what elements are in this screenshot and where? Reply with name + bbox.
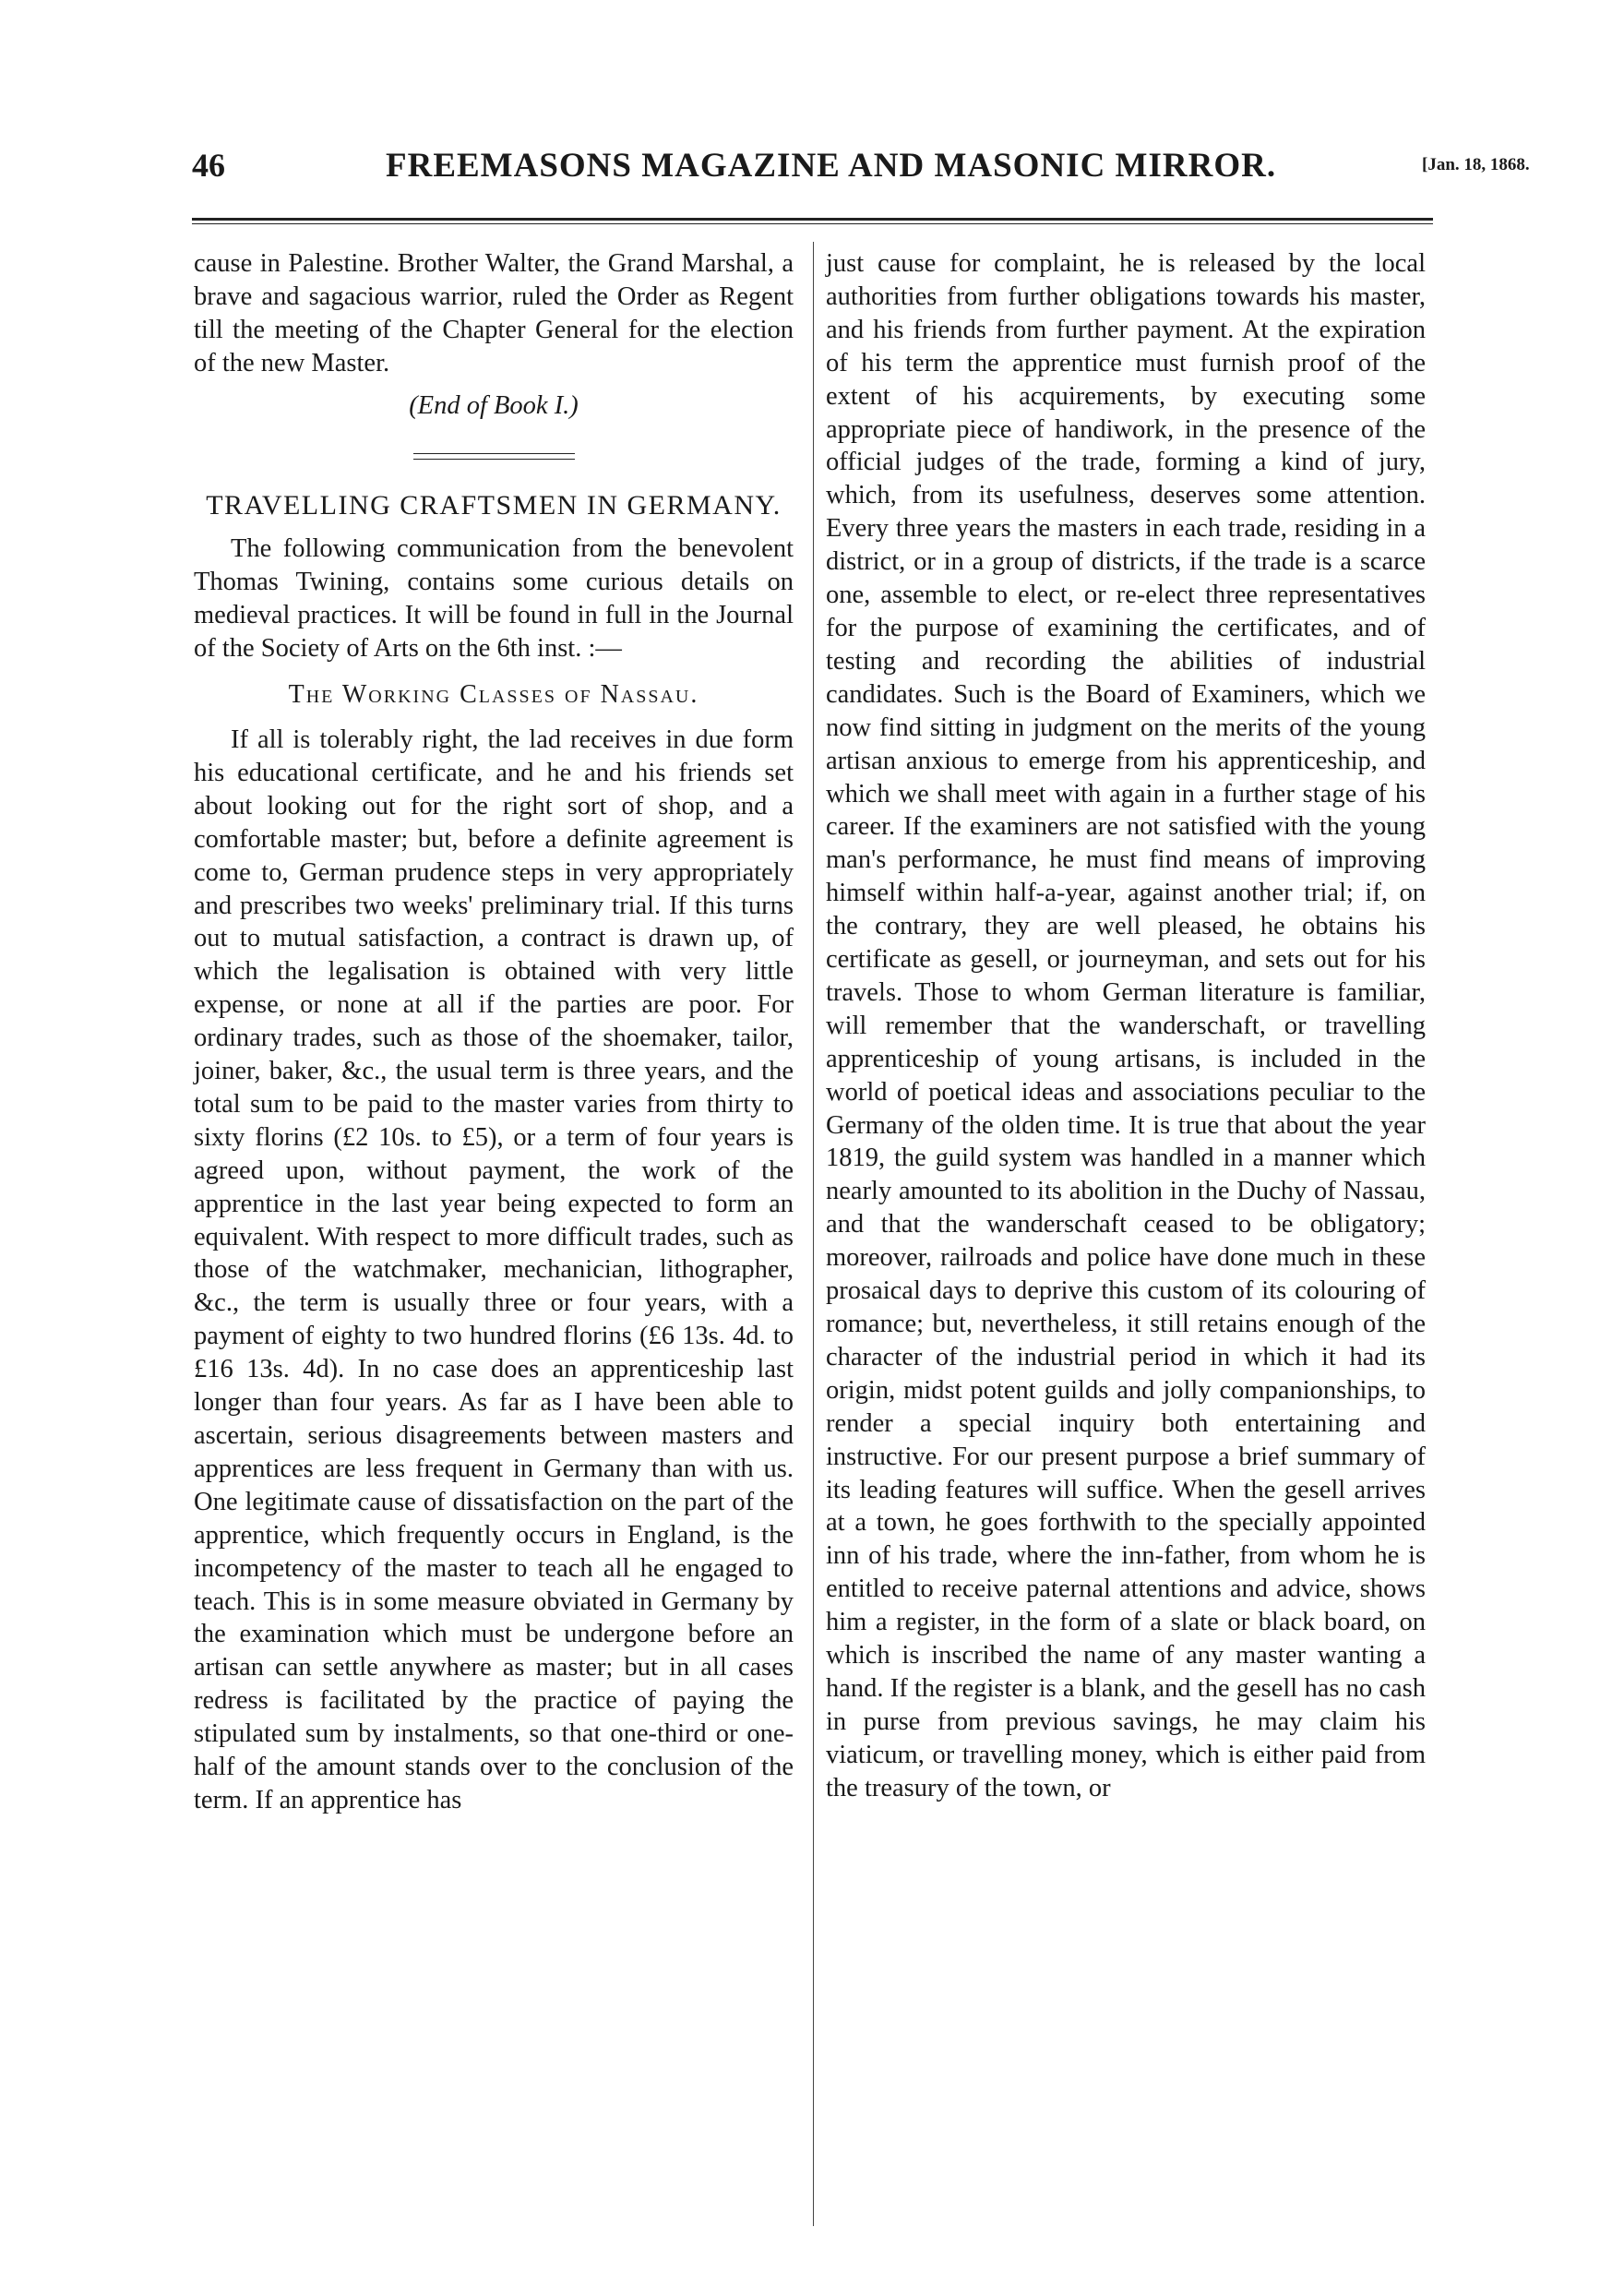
issue-date: [Jan. 18, 1868.: [1422, 155, 1530, 174]
end-of-book-note: (End of Book I.): [409, 390, 579, 420]
article-subheading: The Working Classes of Nassau.: [288, 680, 699, 710]
body-paragraph-continued: just cause for complaint, he is released by the local authorities from further obligations towards his master, and his friends from further payment. At the expiration of his term the apprentice must furnish proof of the extent of his acquirements, by executing some appropriate piece of handiwork, in the presence of the official judges of the trade, forming a kind of jury, which, from its usefulness, deserves some attention. Every three years the masters in each trade, residing in a district, or in a group of districts, if the trade is a scarce one, assemble to elect, or re-elect three representatives for the purpose of examining the certificates, and of testing and recording the abilities of industrial candidates. Such is the Board of Examiners, which we now find sitting in judgment on the merits of the young artisan anxious to emerge from his apprenticeship, and which we shall meet with again in a further stage of his career. If the examiners are not satisfied with the young man's performance, he must find means of improving himself within half-a-year, against another trial; if, on the contrary, they are well pleased, he obtains his certificate as gesell, or journeyman, and sets out for his travels. Those to whom German literature is familiar, will remember that the wanderschaft, or travelling apprenticeship of young artisans, is included in the world of poetical ideas and associations peculiar to the Germany of the olden time. It is true that about the year 1819, the guild system was handled in a manner which nearly amounted to its abolition in the Duchy of Nassau, and that the wanderschaft ceased to be obligatory; moreover, railroads and police have done much in these prosaical days to deprive this custom of its colouring of romance; but, nevertheless, it still retains enough of the character of the industrial period in which it had its origin, midst potent guilds and jolly companionships, to render a special inquiry both entertaining and instructive. For our present purpose a brief summary of its leading features will suffice. When the gesell arrives at a town, he goes forthwith to the specially appointed inn of his trade, where the inn-father, from whom he is entitled to receive paternal attentions and advice, shows him a register, in the form of a slate or black board, on which is inscribed the name of any master wanting a hand. If the register is a blank, and the gesell has no cash in purse from previous savings, he may claim his viaticum, or travelling money, which is either paid from the treasury of the town, or: [826, 249, 1426, 1802]
left-column: [194, 247, 794, 1817]
continuation-paragraph: cause in Palestine. Brother Walter, the Grand Marshal, a brave and sagacious warrior, ruled the Order as Regent till the meeting of the Chapter General for the election of the new Master.: [194, 249, 794, 377]
page-header: [192, 146, 1530, 192]
page-number: 46: [192, 147, 225, 184]
body-paragraph: If all is tolerably right, the lad receives in due form his educational certificate, and he and his friends set about looking out for the right sort of shop, and a comfortable master; but, before a definite agreement is come to, German prudence steps in very appropriately and prescribes two weeks' preliminary trial. If this turns out to mutual satisfaction, a contract is drawn up, of which the legalisation is obtained with very little expense, or none at all if the parties are poor. For ordinary trades, such as those of the shoemaker, tailor, joiner, baker, &c., the usual term is three years, and the total sum to be paid to the master varies from thirty to sixty florins (£2 10s. to £5), or a term of four years is agreed upon, without payment, the work of the apprentice in the last year being expected to form an equivalent. With respect to more difficult trades, such as those of the watchmaker, mechanician, lithographer, &c., the term is usually three or four years, with a payment of eighty to two hundred florins (£6 13s. 4d. to £16 13s. 4d). In no case does an apprenticeship last longer than four years. As far as I have been able to ascertain, serious disagreements between masters and apprentices are less frequent in Germany than with us. One legitimate cause of dissatisfaction on the part of the apprentice, which frequently occurs in England, is the incompetency of the master to teach all he engaged to teach. This is in some measure obviated in Germany by the examination which must be undergone before an artisan can settle anywhere as master; but in all cases redress is facilitated by the practice of paying the stipulated sum by instalments, so that one-third or one-half of the amount stands over to the conclusion of the term. If an apprentice has: [194, 724, 794, 1814]
intro-paragraph: The following communication from the benevolent Thomas Twining, contains some curious details on medieval practices. It will be found in full in the Journal of the Society of Arts on the 6th inst. :—: [194, 534, 794, 664]
section-divider-lower: [413, 459, 575, 460]
publication-title: FREEMASONS MAGAZINE AND MASONIC MIRROR.: [386, 147, 1277, 185]
header-rule-thin: [192, 223, 1433, 224]
header-rule-thick: [192, 218, 1433, 221]
section-divider: [413, 453, 575, 454]
article-title: TRAVELLING CRAFTSMEN IN GERMANY.: [206, 489, 782, 521]
right-column: [826, 247, 1426, 1805]
column-divider: [813, 242, 814, 2226]
